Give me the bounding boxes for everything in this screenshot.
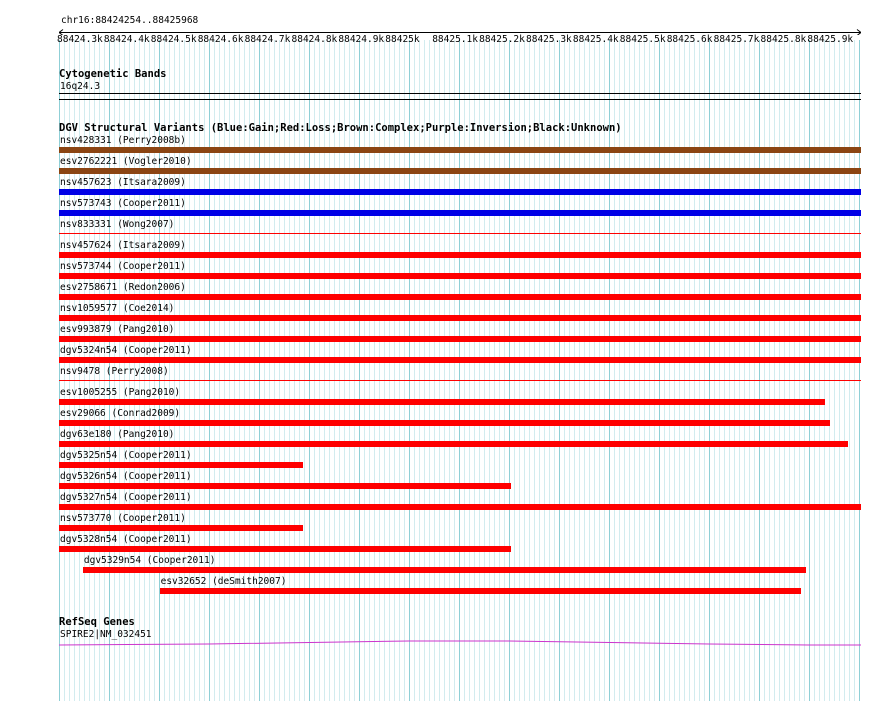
variant-label[interactable]: esv993879 (Pang2010) (60, 324, 175, 335)
ruler-tick-label: 88424.9k (338, 34, 385, 45)
refseq-track-title: RefSeq Genes (59, 616, 135, 628)
ruler-tick-label: 88424.5k (150, 34, 197, 45)
variant-label[interactable]: esv29066 (Conrad2009) (60, 408, 181, 419)
variant-bar[interactable] (59, 336, 861, 342)
variant-bar[interactable] (59, 380, 861, 381)
variant-label[interactable]: dgv5327n54 (Cooper2011) (60, 492, 192, 503)
variant-label[interactable]: nsv573743 (Cooper2011) (60, 198, 186, 209)
variant-label[interactable]: dgv5325n54 (Cooper2011) (60, 450, 192, 461)
ruler-tick-label: 88424.6k (197, 34, 244, 45)
ruler-tick-label: 88425.9k (807, 34, 854, 45)
variant-label[interactable]: nsv457624 (Itsara2009) (60, 240, 186, 251)
variant-bar[interactable] (59, 168, 861, 174)
ruler-tick-label: 88424.4k (103, 34, 150, 45)
ruler-tick-label: 88425k (385, 34, 420, 45)
ruler-tick-label: 88425.1k (432, 34, 478, 45)
gene-intron-line[interactable] (59, 641, 861, 645)
variant-bar[interactable] (59, 525, 303, 531)
variant-bar[interactable] (59, 504, 861, 510)
variant-label[interactable]: nsv9478 (Perry2008) (60, 366, 169, 377)
variant-bar[interactable] (59, 399, 825, 405)
ruler-tick-label: 88425.8k (760, 34, 807, 45)
variant-bar[interactable] (83, 567, 806, 573)
variant-bar[interactable] (59, 294, 861, 300)
variant-label[interactable]: dgv5328n54 (Cooper2011) (60, 534, 192, 545)
variant-label[interactable]: nsv457623 (Itsara2009) (60, 177, 186, 188)
variant-label[interactable]: dgv5326n54 (Cooper2011) (60, 471, 192, 482)
variant-bar[interactable] (59, 189, 861, 195)
cytoband-bottom-line (59, 99, 861, 100)
variant-label[interactable]: nsv573770 (Cooper2011) (60, 513, 186, 524)
cytoband-top-line (59, 93, 861, 94)
ruler-tick-label: 88425.5k (619, 34, 666, 45)
variant-bar[interactable] (59, 462, 303, 468)
variant-label[interactable]: dgv5329n54 (Cooper2011) (83, 555, 216, 566)
variant-label[interactable]: nsv1059577 (Coe2014) (60, 303, 175, 314)
variant-label[interactable]: dgv63e180 (Pang2010) (60, 429, 175, 440)
variant-bar[interactable] (59, 546, 511, 552)
variant-bar[interactable] (59, 252, 861, 258)
variant-label[interactable]: nsv833331 (Wong2007) (60, 219, 175, 230)
variant-bar[interactable] (59, 441, 848, 447)
ruler-tick-label: 88424.8k (291, 34, 338, 45)
gene-label[interactable]: SPIRE2|NM_032451 (60, 629, 152, 640)
variant-bar[interactable] (160, 588, 802, 594)
variant-label[interactable]: dgv5324n54 (Cooper2011) (60, 345, 192, 356)
variant-bar[interactable] (59, 420, 830, 426)
variant-bar[interactable] (59, 147, 861, 153)
variant-bar[interactable] (59, 483, 511, 489)
variant-bar[interactable] (59, 210, 861, 216)
variant-label[interactable]: nsv428331 (Perry2008b) (60, 135, 186, 146)
ruler-tick-label: 88424.3k (57, 34, 103, 45)
variant-bar[interactable] (59, 315, 861, 321)
variant-label[interactable]: esv32652 (deSmith2007) (160, 576, 287, 587)
variant-bar[interactable] (59, 233, 861, 234)
variant-label[interactable]: esv2762221 (Vogler2010) (60, 156, 192, 167)
variant-label[interactable]: esv1005255 (Pang2010) (60, 387, 181, 398)
ruler-tick-label: 88425.6k (666, 34, 713, 45)
cytoband-track-title: Cytogenetic Bands (59, 68, 167, 80)
location-label: chr16:88424254..88425968 (61, 15, 199, 26)
variant-bar[interactable] (59, 273, 861, 279)
ruler-tick-label: 88424.7k (244, 34, 291, 45)
ruler-tick-label: 88425.3k (526, 34, 572, 45)
dgv-track-title: DGV Structural Variants (Blue:Gain;Red:Loss;Brown:Complex;Purple:Inversion;Black:Unknown) (59, 122, 622, 134)
ruler-tick-label: 88425.4k (572, 34, 619, 45)
gene-model[interactable] (59, 636, 861, 650)
cytoband-label: 16q24.3 (60, 81, 101, 92)
variant-bar[interactable] (59, 357, 861, 363)
ruler-tick-label: 88425.7k (713, 34, 760, 45)
ruler-tick-label: 88425.2k (479, 34, 525, 45)
variant-label[interactable]: nsv573744 (Cooper2011) (60, 261, 186, 272)
variant-label[interactable]: esv2758671 (Redon2006) (60, 282, 186, 293)
